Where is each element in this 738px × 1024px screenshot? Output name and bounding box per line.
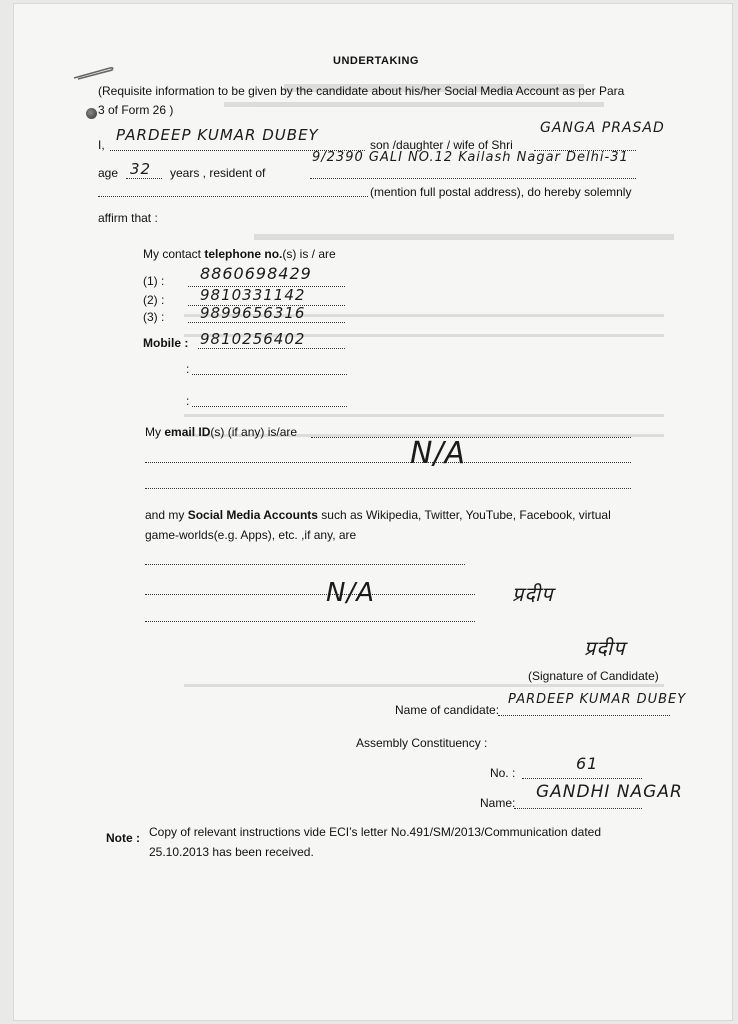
phone-1-label: (1) : xyxy=(143,274,165,288)
phone-2-handwritten: 9810331142 xyxy=(200,286,306,304)
postal-note: (mention full postal address), do hereby solemnly xyxy=(370,185,632,199)
address-handwritten: 9/2390 GALI NO.12 Kailash Nagar Delhi-31 xyxy=(312,150,629,165)
relation-text: son /daughter / wife of Shri xyxy=(370,138,513,152)
years-resident-text: years , resident of xyxy=(170,166,266,180)
social-handwritten: N/A xyxy=(326,578,375,608)
email-blank-3 xyxy=(145,488,631,489)
name-of-candidate-blank xyxy=(498,715,670,716)
note-line-1: Copy of relevant instructions vide ECI’s letter No.491/SM/2013/Communication dated xyxy=(149,825,602,839)
phone-3-blank xyxy=(188,322,345,323)
signature-label: (Signature of Candidate) xyxy=(528,669,659,683)
mobile-label: Mobile : xyxy=(143,336,189,350)
extra-blank-1 xyxy=(192,374,347,375)
age-label: age xyxy=(98,166,119,180)
social-blank-3 xyxy=(145,621,475,622)
intro-line-1: (Requisite information to be given by the candidate about his/her Social Media Account as per Para xyxy=(98,84,625,98)
email-blank-1 xyxy=(311,437,631,438)
address-blank xyxy=(310,178,636,179)
punch-hole xyxy=(86,108,97,119)
social-line-2: game-worlds(e.g. Apps), etc. ,if any, are xyxy=(145,528,357,542)
email-handwritten: N/A xyxy=(410,436,467,471)
name-of-candidate-handwritten: PARDEEP KUMAR DUBEY xyxy=(508,692,687,707)
postal-blank xyxy=(98,196,368,197)
ac-name-blank xyxy=(514,808,642,809)
candidate-name-handwritten: PARDEEP KUMAR DUBEY xyxy=(116,126,319,144)
phone-2-label: (2) : xyxy=(143,293,165,307)
note-line-2: 25.10.2013 has been received. xyxy=(149,845,314,859)
no-label: No. : xyxy=(490,766,516,780)
contact-heading: My contact telephone no.(s) is / are xyxy=(143,247,336,261)
father-name-handwritten: GANGA PRASAD xyxy=(540,120,665,136)
staple-pin-icon xyxy=(72,66,114,80)
name-of-candidate-label: Name of candidate: xyxy=(395,703,500,717)
affirm-text: affirm that : xyxy=(98,211,158,225)
extra-colon-2: : xyxy=(186,394,190,408)
social-blank-2 xyxy=(145,594,475,595)
no-blank xyxy=(522,778,642,779)
social-blank-1 xyxy=(145,564,465,565)
extra-blank-2 xyxy=(192,406,347,407)
extra-colon-1: : xyxy=(186,362,190,376)
mobile-blank xyxy=(198,348,345,349)
name-prefix: I, xyxy=(98,138,105,152)
phone-1-handwritten: 8860698429 xyxy=(200,264,312,283)
social-heading: and my Social Media Accounts such as Wikipedia, Twitter, YouTube, Facebook, virtual xyxy=(145,508,611,522)
phone-3-label: (3) : xyxy=(143,310,165,324)
email-heading: My email ID(s) (if any) is/are xyxy=(145,425,298,439)
email-blank-2 xyxy=(145,462,631,463)
no-handwritten: 61 xyxy=(576,754,599,773)
phone-3-handwritten: 9899656316 xyxy=(200,304,306,322)
age-handwritten: 32 xyxy=(130,160,152,178)
ac-name-handwritten: GANDHI NAGAR xyxy=(536,782,683,802)
mobile-handwritten: 9810256402 xyxy=(200,330,306,348)
signature-handwritten-2: प्रदीप xyxy=(584,636,626,660)
note-label: Note : xyxy=(106,831,140,845)
page-title: UNDERTAKING xyxy=(333,55,419,67)
intro-line-2: 3 of Form 26 ) xyxy=(98,103,174,117)
signature-handwritten-1: प्रदीप xyxy=(512,582,554,606)
ac-name-label: Name: xyxy=(480,796,516,810)
document-page xyxy=(14,4,732,1020)
age-blank xyxy=(126,178,162,179)
assembly-label: Assembly Constituency : xyxy=(356,736,488,750)
